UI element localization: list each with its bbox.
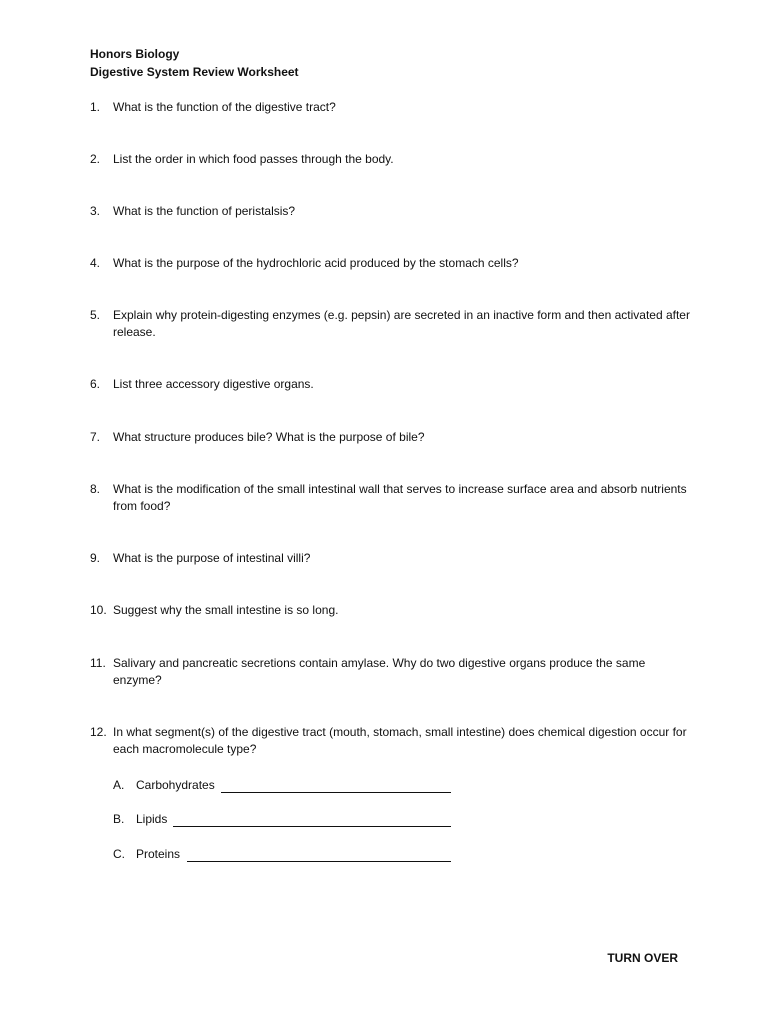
question-number: 6. xyxy=(90,377,101,391)
question-number: 7. xyxy=(90,430,101,444)
question-text: What is the function of the digestive tract? xyxy=(113,100,336,114)
answer-blank-proteins[interactable] xyxy=(187,861,451,862)
subitem-letter: C. xyxy=(113,847,125,861)
question-number: 11. xyxy=(90,656,106,670)
subitem-label: Lipids xyxy=(136,812,168,826)
turn-over-label: TURN OVER xyxy=(607,951,678,965)
subitem-label: Carbohydrates xyxy=(136,778,215,792)
question-number: 9. xyxy=(90,551,101,565)
question-text: What is the modification of the small intestinal wall that serves to increase surface area and absorb nutrients from food? xyxy=(113,482,687,513)
question-text: Explain why protein-digesting enzymes (e.g. pepsin) are secreted in an inactive form and then activated after release. xyxy=(113,308,690,339)
question-text: What is the purpose of intestinal villi? xyxy=(113,551,311,565)
course-title: Honors Biology xyxy=(90,47,180,61)
answer-blank-carbohydrates[interactable] xyxy=(221,792,451,793)
worksheet-title: Digestive System Review Worksheet xyxy=(90,65,299,79)
question-text: In what segment(s) of the digestive tract (mouth, stomach, small intestine) does chemical digestion occur for each macromolecule type? xyxy=(113,725,687,756)
question-text: What is the purpose of the hydrochloric acid produced by the stomach cells? xyxy=(113,256,519,270)
question-text: What is the function of peristalsis? xyxy=(113,204,296,218)
question-number: 12. xyxy=(90,725,107,739)
question-text: Suggest why the small intestine is so long. xyxy=(113,603,339,617)
question-number: 1. xyxy=(90,100,101,114)
question-text: List the order in which food passes through the body. xyxy=(113,152,394,166)
question-number: 8. xyxy=(90,482,101,496)
subitem-label: Proteins xyxy=(136,847,181,861)
question-text: List three accessory digestive organs. xyxy=(113,377,314,391)
question-text: What structure produces bile? What is the purpose of bile? xyxy=(113,430,425,444)
subitem-letter: B. xyxy=(113,812,125,826)
question-number: 4. xyxy=(90,256,101,270)
answer-blank-lipids[interactable] xyxy=(173,826,451,827)
question-number: 2. xyxy=(90,152,101,166)
question-number: 10. xyxy=(90,603,107,617)
subitem-letter: A. xyxy=(113,778,125,792)
question-text: Salivary and pancreatic secretions contain amylase. Why do two digestive organs produce the same enzyme? xyxy=(113,656,646,687)
question-number: 3. xyxy=(90,204,101,218)
question-number: 5. xyxy=(90,308,101,322)
